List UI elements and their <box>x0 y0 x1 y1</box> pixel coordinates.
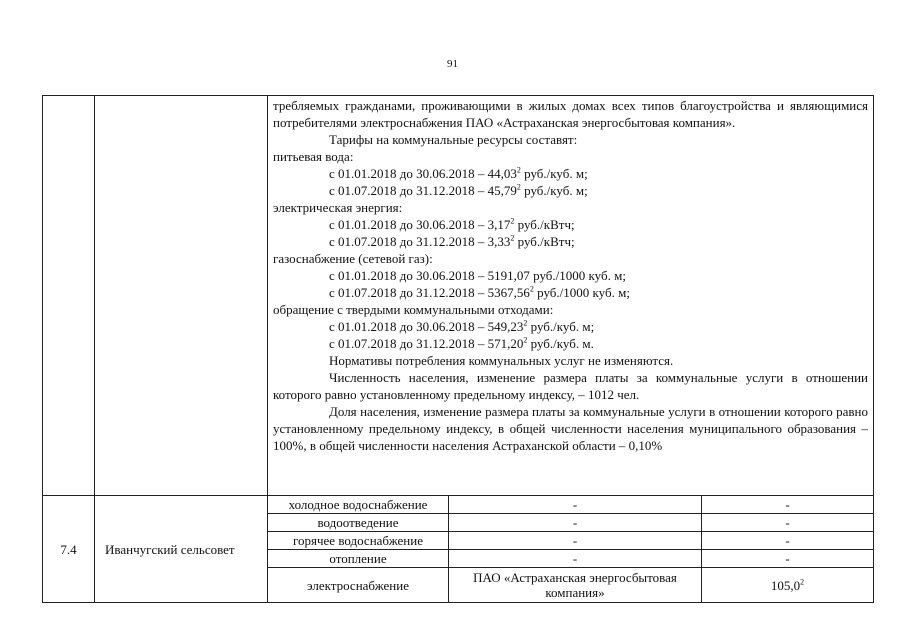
resource-name: электрическая энергия: <box>273 200 403 215</box>
service-row <box>268 496 873 514</box>
resource-name: газоснабжение (сетевой газ): <box>273 251 433 266</box>
service-name: электроснабжение <box>268 568 449 603</box>
service-organization: - <box>449 550 702 568</box>
table-row-continuation <box>43 96 874 496</box>
service-organization: - <box>449 496 702 514</box>
service-organization: - <box>449 514 702 532</box>
service-tariff-value: 105,0$^2$ <box>702 568 874 603</box>
population-paragraph: Численность населения, изменение размера платы за коммунальные услуги в отношении которого равно установленному предельному индексу, – 1012 чел. <box>273 370 868 402</box>
service-name: отопление <box>268 550 449 568</box>
tariff-unit: руб./куб. м; <box>527 319 595 334</box>
number-cell-empty <box>43 96 95 496</box>
tariff-line <box>273 165 868 182</box>
tariff-value: с 01.01.2018 до 30.06.2018 – 44,03 <box>329 166 517 181</box>
footnote-mark: 2 <box>516 182 521 192</box>
service-row <box>268 568 873 603</box>
description-cell <box>268 96 874 496</box>
footnote-mark: 2 <box>800 577 805 587</box>
intro-paragraph: требляемых гражданами, проживающими в жилых домах всех типов благоустройства и являющимися потребителями электроснабжения ПАО «Астраханская энергосбытовая компания». <box>273 98 868 130</box>
tariffs-heading: Тарифы на коммунальные ресурсы составят: <box>329 132 578 147</box>
tariff-line <box>273 335 868 352</box>
tariff-value: с 01.07.2018 до 31.12.2018 – 45,79 <box>329 183 517 198</box>
tariff-value: с 01.07.2018 до 31.12.2018 – 571,20 <box>329 336 524 351</box>
footnote-mark: 2 <box>523 318 528 328</box>
share-paragraph: Доля населения, изменение размера платы за коммунальные услуги в отношении которого равно установленному предельному индексу, в общей численности населения муниципального образования – 100%, в общей численности населения Астраханской области – 0,10% <box>273 404 868 453</box>
resource-name: питьевая вода: <box>273 149 354 164</box>
description-text <box>268 96 873 454</box>
footnote-mark: 2 <box>516 165 521 175</box>
tariff-value: с 01.07.2018 до 31.12.2018 – 3,33 <box>329 234 511 249</box>
page-number: 91 <box>447 58 458 70</box>
tariff-table <box>42 95 874 603</box>
row-number: 7.4 <box>43 496 95 603</box>
service-name: горячее водоснабжение <box>268 532 449 550</box>
services-table <box>268 496 873 602</box>
tariff-unit: руб./кВтч; <box>514 234 575 249</box>
service-organization: ПАО «Астраханская энергосбытовая компания» <box>449 568 702 603</box>
tariff-line <box>273 233 868 250</box>
tariff-value: с 01.01.2018 до 30.06.2018 – 549,23 <box>329 319 524 334</box>
tariff-line <box>273 267 868 284</box>
footnote-mark: 2 <box>523 335 528 345</box>
service-row <box>268 514 873 532</box>
tariff-line <box>273 182 868 199</box>
tariff-line <box>273 216 868 233</box>
tariff-unit: руб./кВтч; <box>514 217 575 232</box>
service-organization: - <box>449 532 702 550</box>
tariff-value: с 01.07.2018 до 31.12.2018 – 5367,56 <box>329 285 530 300</box>
tariff-line <box>273 318 868 335</box>
name-cell-empty <box>95 96 268 496</box>
footnote-mark: 2 <box>529 284 534 294</box>
row-municipality-name: Иванчугский сельсовет <box>95 496 268 603</box>
footnote-mark: 2 <box>510 233 515 243</box>
tariff-unit: руб./куб. м; <box>520 183 588 198</box>
service-tariff-value: - <box>702 496 874 514</box>
service-tariff-value: - <box>702 550 874 568</box>
service-row <box>268 550 873 568</box>
service-name: водоотведение <box>268 514 449 532</box>
tariff-unit: руб./куб. м. <box>527 336 594 351</box>
service-name: холодное водоснабжение <box>268 496 449 514</box>
tariff-line <box>273 284 868 301</box>
footnote-mark: 2 <box>510 216 515 226</box>
service-row <box>268 532 873 550</box>
resources-list <box>273 148 868 352</box>
table-row-7-4 <box>43 496 874 603</box>
tariff-value: с 01.01.2018 до 30.06.2018 – 5191,07 руб./1000 куб. м; <box>329 268 626 283</box>
service-tariff-value: - <box>702 514 874 532</box>
norms-paragraph: Нормативы потребления коммунальных услуг не изменяются. <box>329 353 674 368</box>
tariff-unit: руб./1000 куб. м; <box>533 285 630 300</box>
resource-name: обращение с твердыми коммунальными отходами: <box>273 302 554 317</box>
service-tariff-value: - <box>702 532 874 550</box>
services-cell <box>268 496 874 603</box>
tariff-unit: руб./куб. м; <box>520 166 588 181</box>
tariff-value: с 01.01.2018 до 30.06.2018 – 3,17 <box>329 217 511 232</box>
